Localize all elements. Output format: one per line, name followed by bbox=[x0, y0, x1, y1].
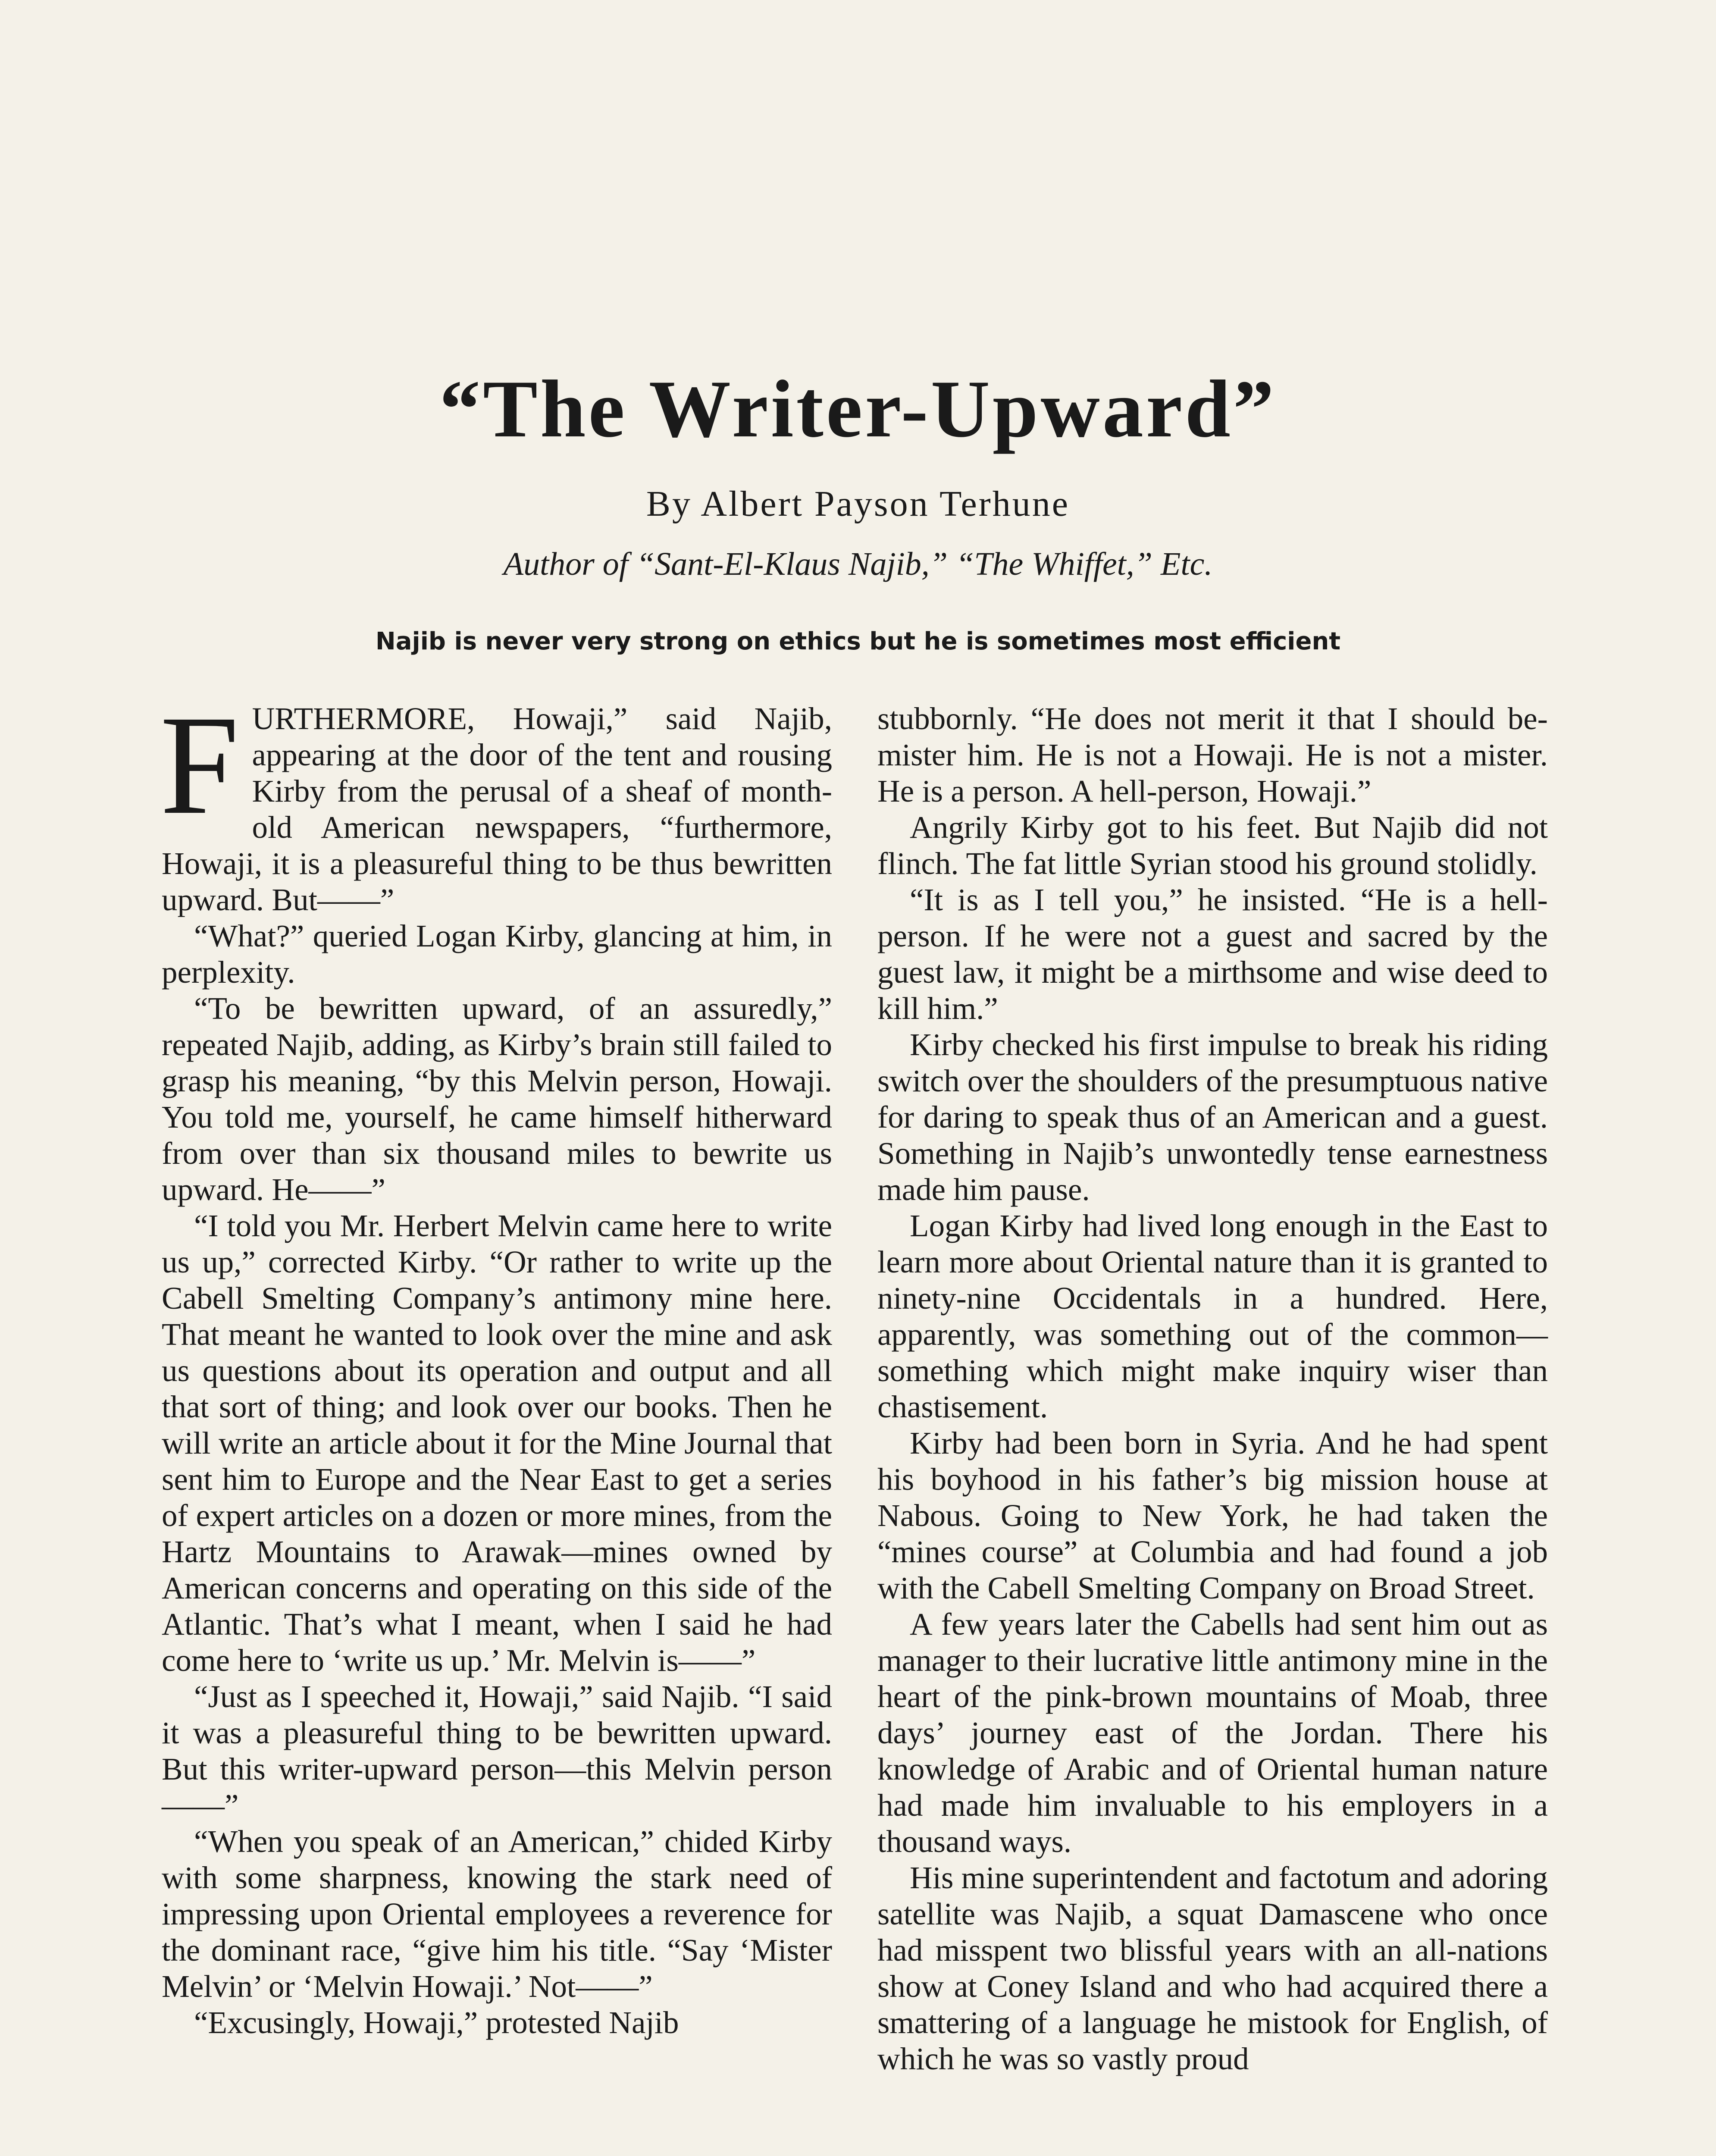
paragraph: His mine superintendent and factotum and adoring satellite was Najib, a squat Damascene who once had misspent two blissful years with an all-nations show at Coney Island and who had acquired there a smattering of a language he mistook for English, of which he was so vastly proud bbox=[877, 1860, 1548, 2076]
paragraph: “Excusingly, Howaji,” protested Najib bbox=[194, 2005, 679, 2040]
byline: By Albert Payson Terhune bbox=[646, 484, 1070, 524]
paragraph: Kirby had been born in Syria. And he had spent his boyhood in his father’s big mission house at Nabous. Going to New York, he had taken the “mines course” at Columbia and had found a job with the Cabell Smelting Company on Broad Street. bbox=[877, 1426, 1548, 1605]
paragraph: “What?” queried Logan Kirby, glancing at him, in perplexity. bbox=[162, 918, 832, 990]
paragraph: “Just as I speeched it, Howaji,” said Najib. “I said it was a pleasureful thing to be bewritten upward. But this writer-upward person—this Melvin person——” bbox=[162, 1679, 832, 1823]
paragraph: “I told you Mr. Herbert Melvin came here to write us up,” corrected Kirby. “Or rather to write up the Cabell Smelting Company’s antimony mine here. That meant he wanted to look over the mine and ask us questions about its operation and output and all that sort of thing; and look over our books. Then he will write an article about it for the Mine Journal that sent him to Europe and the Near East to get a series of expert articles on a dozen or more mines, from the Hartz Mountains to Arawak—mines owned by American concerns and operating on this side of the Atlantic. That’s what I meant, when I said he had come here to ‘write us up.’ Mr. Melvin is——” bbox=[162, 1208, 832, 1678]
story-title: “The Writer-Upward” bbox=[439, 364, 1277, 454]
author-credits bbox=[0, 545, 1716, 583]
paragraph: Logan Kirby had lived long enough in the East to learn more about Oriental nature than it is granted to ninety-nine Occidentals in a hundred. Here, apparently, was something out of the common—something which might make inquiry wiser than chastisement. bbox=[877, 1208, 1548, 1424]
paragraph: Angrily Kirby got to his feet. But Najib did not flinch. The fat little Syrian stood his ground stolidly. bbox=[877, 810, 1548, 881]
paragraph: stubbornly. “He does not merit it that I should be-mister him. He is not a Howaji. He is not a mister. He is a person. A hell-person, Howaji.” bbox=[877, 701, 1548, 808]
author-of-prefix: Author of bbox=[503, 546, 628, 582]
paragraph: “It is as I tell you,” he insisted. “He is a hell-person. If he were not a guest and sacred by the guest law, it might be a mirthsome and wise deed to kill him.” bbox=[877, 882, 1548, 1026]
story-blurb: Najib is never very strong on ethics but he is sometimes most efficient bbox=[375, 627, 1341, 655]
right-column bbox=[877, 701, 1548, 2077]
paragraph: “When you speak of an American,” chided Kirby with some sharpness, knowing the stark need of impressing upon Oriental employees a reverence for the dominant race, “give him his title. “Say ‘Mister Melvin’ or ‘Melvin Howaji.’ Not——” bbox=[162, 1824, 832, 2004]
paragraph: “To be bewritten upward, of an assuredly,” repeated Najib, adding, as Kirby’s brain still failed to grasp his meaning, “by this Melvin person, Howaji. You told me, yourself, he came himself hitherward from over than six thousand miles to bewrite us upward. He——” bbox=[162, 991, 832, 1207]
left-column bbox=[160, 686, 832, 2041]
author-of-works: “Sant-El-Klaus Najib,” “The Whiffet,” Etc. bbox=[636, 546, 1213, 582]
paragraph: Kirby checked his first impulse to break his riding switch over the shoulders of the presumptuous native for daring to speak thus of an American and a guest. Something in Najib’s unwontedly tense earnestness made him pause. bbox=[877, 1027, 1548, 1207]
paragraph: A few years later the Cabells had sent him out as manager to their lucrative little antimony mine in the heart of the pink-brown mountains of Moab, three days’ journey east of the Jordan. There his knowledge of Arabic and of Oriental human nature had made him invaluable to his employers in a thousand ways. bbox=[877, 1607, 1548, 1859]
paragraph: URTHERMORE, Howaji,” said Najib, appearing at the door of the tent and rousing Kirby from the perusal of a sheaf of month-old American newspapers, “furthermore, Howaji, it is a pleasureful thing to be thus bewritten upward. But——” bbox=[162, 701, 832, 917]
drop-cap: F bbox=[160, 686, 239, 844]
